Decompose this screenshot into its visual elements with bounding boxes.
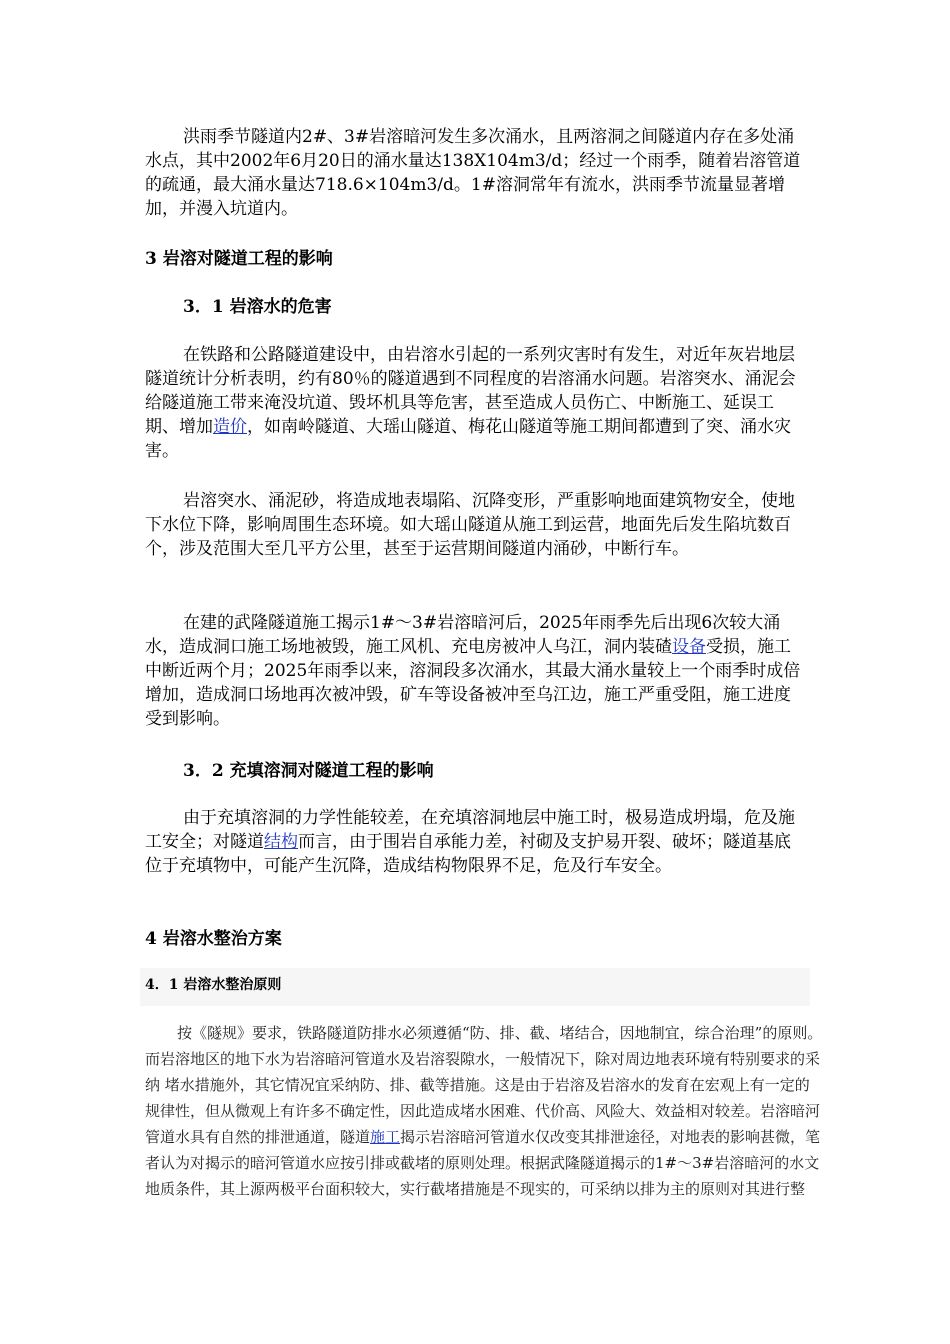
paragraph-text: 在铁路和公路隧道建设中，由岩溶水引起的一系列灾害时有发生，对近年灰岩地层隧道统计分析表明，约有80％的隧道遇到不同程度的岩溶涌水问题。岩溶突水、涌泥会给隧道施工带来淹没坑道、毁坏机具等危害，甚至造成人员伤亡、中断施工、延误工期、增加 <box>145 345 796 437</box>
subsection-heading-4-1: 4．1 岩溶水整治原则 <box>145 977 282 993</box>
paragraph-ground-collapse: 岩溶突水、涌泥砂，将造成地表塌陷、沉降变形，严重影响地面建筑物安全，使地下水位下降，影响周围生态环境。如大瑶山隧道从施工到运营，地面先后发生陷坑数百个，涉及范围大至几平方公里，甚至于运营期间隧道内涌砂，中断行车。 <box>145 491 795 559</box>
subsection-heading-3-2: 3．2 充填溶洞对隧道工程的影响 <box>183 761 434 781</box>
paragraph-text: 按《隧规》要求，铁路隧道防排水必须遵循“防、排、截、堵结合，因地制宜，综合治理”的原则。而岩溶地区的地下水为岩溶暗河管道水及岩溶裂隙水，一般情况下，除对周边地表环境有特别要求的采纳 堵水措施外，其它情况宜采纳防、排、截等措施。这是由于岩溶及岩溶水的发育在宏观上有一定的规律性，但从微观上有许多不确定性，因此造成堵水困难、代价高、风险大、效益相对较差。岩溶暗河管道水具有自然的排泄通道，隧道 <box>145 1024 823 1146</box>
paragraph-treatment-principle <box>145 1020 823 1202</box>
link-construction[interactable]: 施工 <box>370 1128 401 1146</box>
link-structure[interactable]: 结构 <box>264 832 298 852</box>
paragraph-text: 由于充填溶洞的力学性能较差，在充填溶洞地层中施工时，极易造成坍塌，危及施工安全；对隧道 <box>145 808 795 852</box>
subsection-heading-3-1: 3．1 岩溶水的危害 <box>183 297 332 317</box>
link-equipment[interactable]: 设备 <box>672 637 706 657</box>
paragraph-text: 揭示岩溶暗河管道水仅改变其排泄途径，对地表的影响甚微，笔者认为对揭示的暗河管道水应按引排或截堵的原则处理。根据武隆隧道揭示的1#～3#岩溶暗河的水文地质条件，其上源两极平台面积较大，实行截堵措施是不现实的，可采纳以排为主的原则对其进行整 <box>145 1128 821 1198</box>
paragraph-text: ，如南岭隧道、大瑶山隧道、梅花山隧道等施工期间都遭到了突、涌水灾害。 <box>145 417 791 461</box>
section-heading-4: 4 岩溶水整治方案 <box>145 929 282 949</box>
link-cost[interactable]: 造价 <box>213 417 247 437</box>
paragraph-karst-hazard <box>145 343 805 463</box>
paragraph-text: 受损，施工中断近两个月；2025年雨季以来，溶洞段多次涌水，其最大涌水量较上一个雨季时成倍增加，造成洞口场地再次被冲毁，矿车等设备被冲至乌江边，施工严重受阻，施工进度受到影响。 <box>145 637 801 729</box>
paragraph-text: 而言，由于围岩自承能力差，衬砌及支护易开裂、破坏；隧道基底位于充填物中，可能产生沉降，造成结构物限界不足，危及行车安全。 <box>145 832 791 876</box>
paragraph-text: 在建的武隆隧道施工揭示1#～3#岩溶暗河后，2025年雨季先后出现6次较大涌水，造成洞口施工场地被毁，施工风机、充电房被冲人乌江，洞内装碴 <box>145 613 781 657</box>
paragraph-water-inflow: 洪雨季节隧道内2#、3#岩溶暗河发生多次涌水，且两溶洞之间隧道内存在多处涌水点，其中2002年6月20日的涌水量达138X104m3/d；经过一个雨季，随着岩溶管道的疏通，最大涌水量达718.6×104m3/d。1#溶洞常年有流水，洪雨季节流量显著增加，并漫入坑道内。 <box>145 127 801 219</box>
paragraph-wulong-tunnel <box>145 611 805 731</box>
section-heading-3: 3 岩溶对隧道工程的影响 <box>145 249 333 269</box>
paragraph-filled-cave <box>145 806 805 878</box>
